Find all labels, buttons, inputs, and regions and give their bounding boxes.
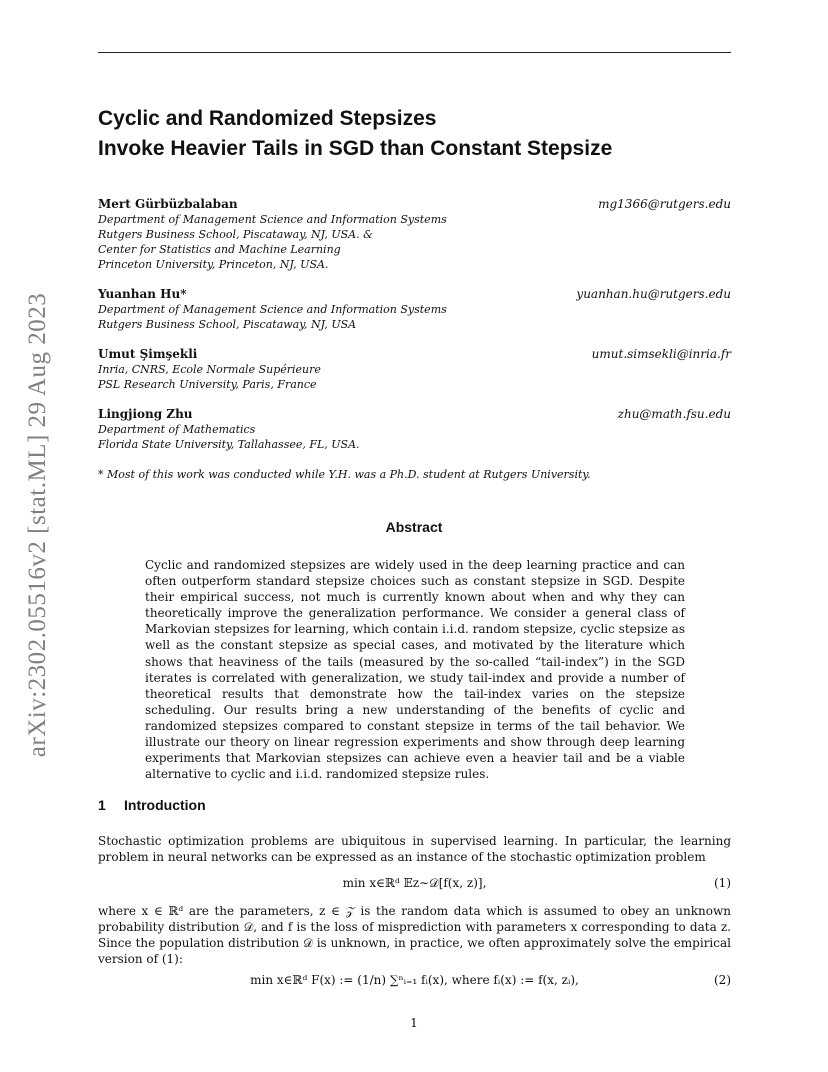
author-email[interactable]: umut.simsekli@inria.fr: [591, 347, 731, 361]
section-heading: [98, 797, 206, 813]
affiliation-line: Inria, CNRS, Ecole Normale Supérieure: [98, 363, 321, 376]
author-email[interactable]: yuanhan.hu@rutgers.edu: [576, 287, 731, 301]
author-footnote: * Most of this work was conducted while Y.H. was a Ph.D. student at Rutgers University.: [98, 468, 591, 481]
affiliation-line: Rutgers Business School, Piscataway, NJ, USA. &: [98, 228, 373, 241]
author-block-2: [98, 287, 731, 332]
affiliation-line: Department of Management Science and Information Systems: [98, 303, 447, 316]
affiliation-line: Princeton University, Princeton, NJ, USA.: [98, 258, 329, 271]
affiliation-line: PSL Research University, Paris, France: [98, 378, 317, 391]
equation-2-number: (2): [714, 973, 731, 987]
author-block-4: [98, 407, 731, 452]
abstract-heading: Abstract: [385, 519, 443, 535]
equation-2-body: min x∈ℝᵈ F(x) := (1/n) ∑ⁿᵢ₌₁ fᵢ(x), where fᵢ(x) := f(x, zᵢ),: [250, 973, 579, 987]
affiliation-line: Department of Mathematics: [98, 423, 256, 436]
author-name: Umut Şimşekli: [98, 347, 198, 361]
author-block-3: [98, 347, 731, 392]
affiliation-line: Center for Statistics and Machine Learning: [98, 243, 341, 256]
affiliation-line: Department of Management Science and Information Systems: [98, 213, 447, 226]
affiliation-line: Florida State University, Tallahassee, FL, USA.: [98, 438, 360, 451]
abstract-text: Cyclic and randomized stepsizes are widely used in the deep learning practice and can often outperform standard stepsize choices such as constant stepsize in SGD. Despite their empirical success, not much is currently known about when and why they can theoretically improve the generalization performance. We consider a general class of Markovian stepsizes for learning, which contain i.i.d. random stepsize, cyclic stepsize as well as the constant stepsize as special cases, and motivated by the literature which shows that heaviness of the tails (measured by the so-called “tail-index”) in the SGD iterates is correlated with generalization, we study tail-index and provide a number of theoretical results that demonstrate how the tail-index varies on the stepsize scheduling. Our results bring a new understanding of the benefits of cyclic and randomized stepsizes compared to constant stepsize in terms of the tail behavior. We illustrate our theory on linear regression experiments and show through deep learning experiments that Markovian stepsizes can achieve even a heavier tail and be a viable alternative to cyclic and i.i.d. randomized stepsize rules.: [145, 558, 685, 782]
author-email[interactable]: mg1366@rutgers.edu: [598, 197, 731, 211]
paper-title: [98, 104, 738, 164]
author-name: Lingjiong Zhu: [98, 407, 193, 421]
title-line-2: Invoke Heavier Tails in SGD than Constant Stepsize: [98, 137, 613, 160]
intro-paragraph-2: where x ∈ ℝᵈ are the parameters, z ∈ 𝒵 is the random data which is assumed to obey an unknown probability distribution 𝒟, and f is the loss of misprediction with parameters x corresponding to data z. Since the population distribution 𝒟 is unknown, in practice, we often approximately solve the empirical version of (1):: [98, 904, 731, 966]
author-block-1: [98, 197, 731, 272]
author-name: Yuanhan Hu*: [98, 287, 187, 301]
equation-2: [98, 973, 731, 993]
section-number: 1: [98, 797, 106, 813]
affiliation-line: Rutgers Business School, Piscataway, NJ, USA: [98, 318, 357, 331]
author-name: Mert Gürbüzbalaban: [98, 197, 238, 211]
section-title: Introduction: [124, 797, 206, 813]
equation-1-body: min x∈ℝᵈ 𝔼z∼𝒟[f(x, z)],: [342, 876, 487, 890]
equation-1: [98, 876, 731, 896]
equation-1-number: (1): [714, 876, 731, 890]
author-email[interactable]: zhu@math.fsu.edu: [617, 407, 731, 421]
title-line-1: Cyclic and Randomized Stepsizes: [98, 107, 437, 130]
top-rule: [98, 52, 731, 53]
page-number: 1: [410, 1016, 418, 1030]
arxiv-identifier: arXiv:2302.05516v2 [stat.ML] 29 Aug 2023: [24, 292, 52, 758]
intro-paragraph-1: Stochastic optimization problems are ubiquitous in supervised learning. In particular, the learning problem in neural networks can be expressed as an instance of the stochastic optimization problem: [98, 834, 731, 864]
